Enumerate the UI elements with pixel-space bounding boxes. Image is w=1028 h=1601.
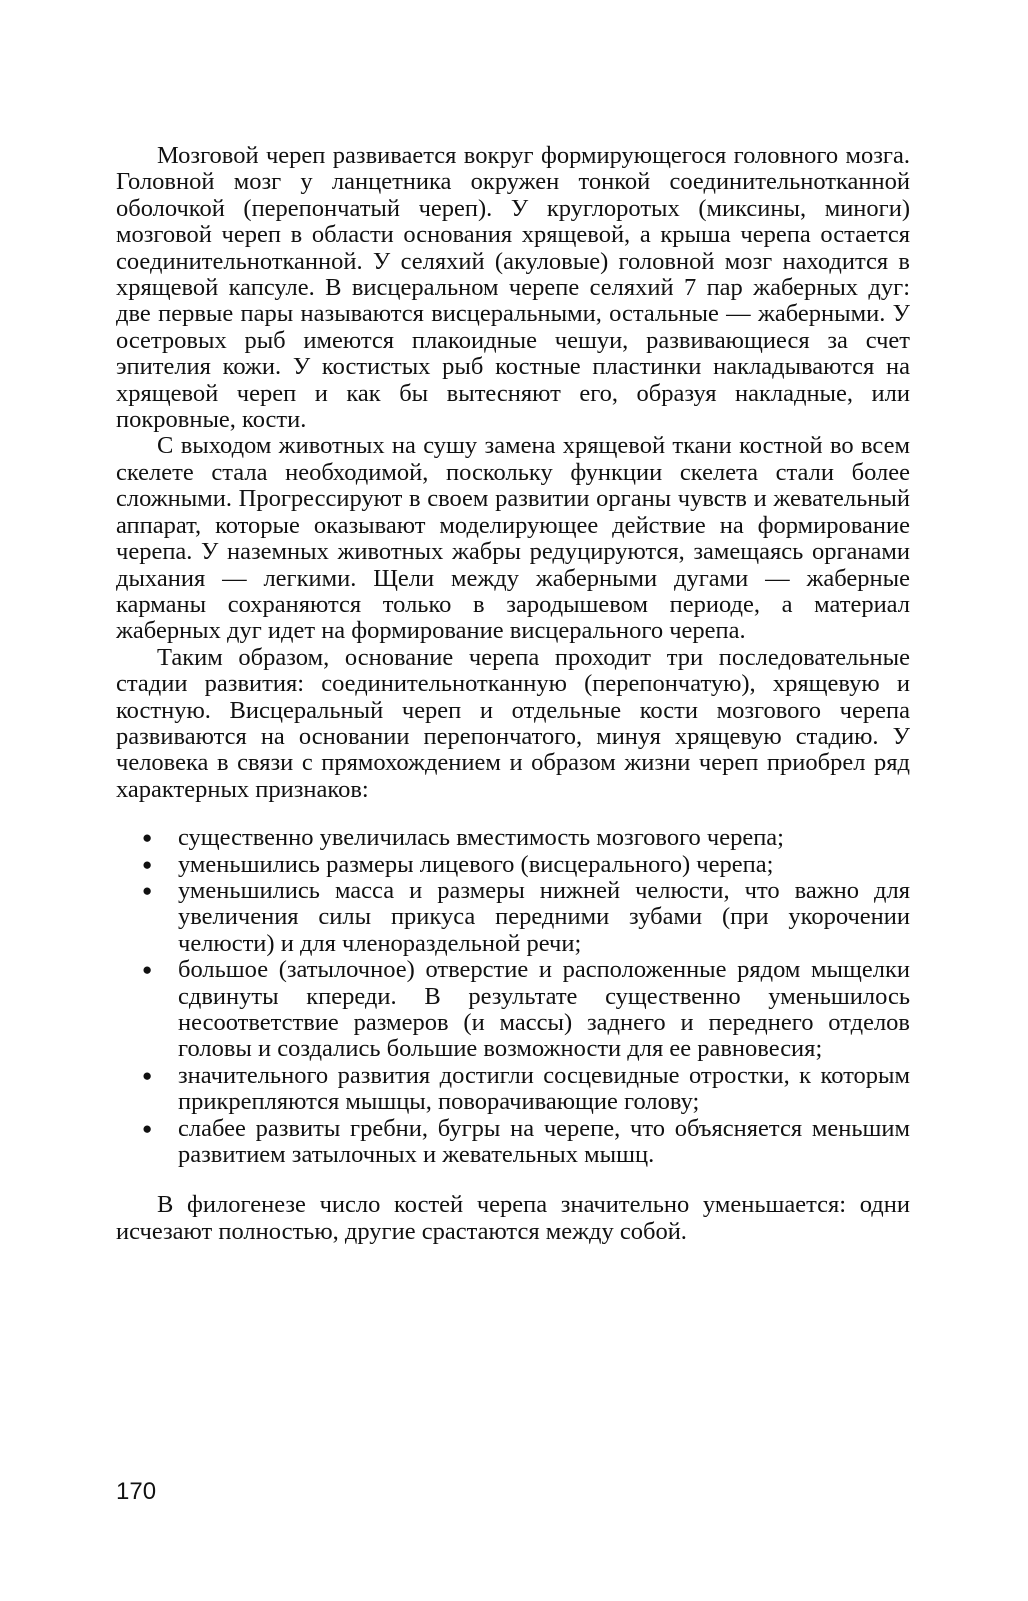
list-item: ● слабее развиты гребни, бугры на черепе, что объясняется меньшим развитием затылочных и жевательных мышц. <box>142 1116 910 1169</box>
paragraph-land-animals: С выходом животных на сушу замена хрящевой ткани костной во всем скелете стала необходимой, поскольку функции скелета стали более сложными. Прогрессируют в своем развитии органы чувств и жевательный аппарат, которые оказывают моделирующее действие на формирование черепа. У наземных животных жабры редуцируются, замещаясь органами дыхания — легкими. Щели между жаберными дугами — жаберные карманы сохраняются только в зародышевом периоде, а материал жаберных дуг идет на формирование висцерального черепа. <box>116 432 910 645</box>
paragraph-phylogenesis: В филогенезе число костей черепа значительно уменьшается: одни исчезают полностью, другие срастаются между собой. <box>116 1191 910 1245</box>
list-item: ● уменьшились размеры лицевого (висцерального) черепа; <box>142 852 910 878</box>
paragraph-skull-development: Мозговой череп развивается вокруг формирующегося головного мозга. Головной мозг у ланцетника окружен тонкой соединительнотканной оболочкой (перепончатый череп). У круглоротых (миксины, миноги) мозговой череп в области основания хрящевой, а крыша черепа остается соединительнотканной. У селяхий (акуловые) головной мозг находится в хрящевой капсуле. В висцеральном черепе селяхий 7 пар жаберных дуг: две первые пары называются висцеральными, остальные — жаберными. У осетровых рыб имеются плакоидные чешуи, развивающиеся за счет эпителия кожи. У костистых рыб костные пластинки накладываются на хрящевой череп и как бы вытесняют его, образуя накладные, или покровные, кости. <box>116 142 910 434</box>
features-list <box>116 825 910 1168</box>
list-item: ● значительного развития достигли сосцевидные отростки, к которым прикрепляются мышцы, поворачивающие голову; <box>142 1063 910 1116</box>
page-body <box>116 143 910 1245</box>
page-number: 170 <box>116 1478 157 1505</box>
list-item: ● уменьшились масса и размеры нижней челюсти, что важно для увеличения силы прикуса передними зубами (при укорочении челюсти) и для членораздельной речи; <box>142 878 910 957</box>
list-item: ● большое (затылочное) отверстие и расположенные рядом мыщелки сдвинуты кпереди. В результате существенно уменьшилось несоответствие размеров (и массы) заднего и переднего отделов головы и создались большие возможности для ее равновесия; <box>142 957 910 1063</box>
list-item: ● существенно увеличилась вместимость мозгового черепа; <box>142 825 910 851</box>
paragraph-skull-stages: Таким образом, основание черепа проходит три последовательные стадии развития: соединительнотканную (перепончатую), хрящевую и костную. Висцеральный череп и отдельные кости мозгового черепа развиваются на основании перепончатого, минуя хрящевую стадию. У человека в связи с прямохождением и образом жизни череп приобрел ряд характерных признаков: <box>116 643 910 803</box>
